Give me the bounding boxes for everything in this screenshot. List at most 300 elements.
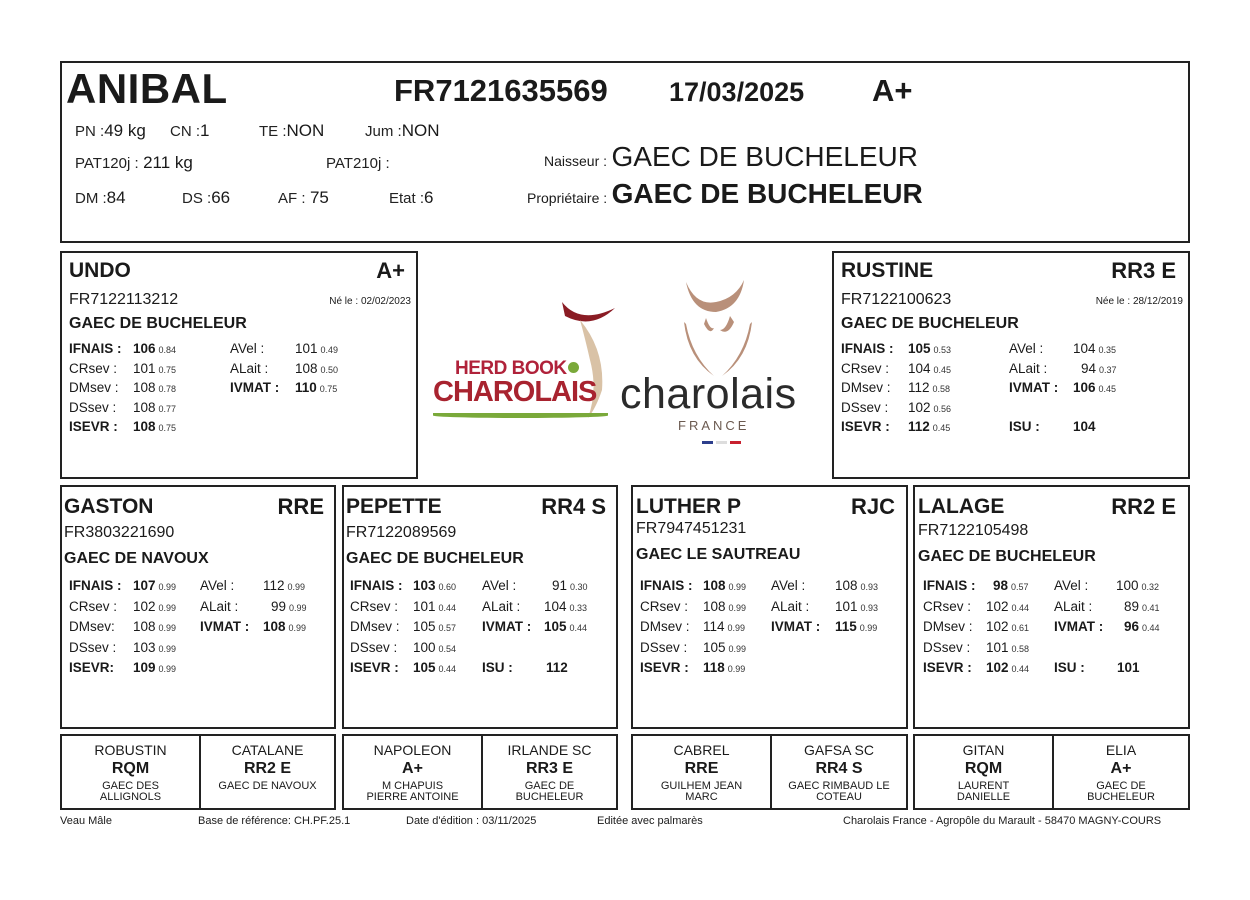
stat-value: 105	[413, 660, 436, 676]
stat-value: 101	[986, 639, 1009, 655]
ggp-name: CABREL	[673, 742, 730, 758]
sire-born-label: Né le :	[329, 296, 359, 307]
dam-card	[832, 251, 1190, 479]
stat-reliability: 0.61	[1011, 623, 1030, 634]
stat-row	[69, 597, 334, 618]
stat-reliability: 0.99	[289, 602, 307, 613]
stat-key: IVMAT :	[1009, 380, 1059, 396]
stat-value: 102	[986, 598, 1009, 614]
pn-field	[75, 121, 146, 141]
ggp-cell	[199, 736, 334, 808]
stat-reliability: 0.99	[727, 623, 746, 634]
ggp-grade: A+	[1110, 760, 1132, 777]
stat-value: 108	[263, 619, 286, 635]
herdbook-line1: HERD BOOK	[455, 358, 567, 379]
stat-reliability: 0.77	[158, 403, 177, 414]
charolais-france-sub: FRANCE	[678, 418, 750, 433]
stat-reliability: 0.99	[158, 643, 177, 654]
stat-value: 106	[133, 341, 156, 356]
stat-row	[640, 638, 905, 659]
stat-row	[923, 638, 1188, 659]
dm-field	[75, 188, 126, 208]
stat-reliability: 0.33	[569, 602, 588, 613]
stat-key: IFNAIS :	[69, 341, 122, 356]
stat-reliability: 0.93	[860, 602, 879, 613]
af-field	[278, 188, 329, 208]
stat-value: 105	[544, 619, 567, 635]
ggp-name: IRLANDE SC	[507, 742, 592, 758]
stat-key: ISEVR :	[69, 419, 118, 435]
stat-row	[841, 398, 1181, 418]
naisseur-value: GAEC DE BUCHELEUR	[611, 141, 918, 172]
stat-reliability: 0.57	[1011, 582, 1029, 592]
stat-reliability: 0.45	[933, 364, 952, 375]
footer-edition: Date d'édition : 03/11/2025	[406, 815, 537, 827]
grandparent-card-luther	[631, 485, 908, 729]
stat-reliability: 0.99	[728, 582, 747, 592]
stat-key: ISEVR :	[350, 660, 399, 676]
gp-name: GASTON	[64, 495, 154, 518]
stat-key: CRsev :	[923, 598, 972, 614]
herdbook-dot-icon	[568, 362, 579, 373]
stat-row	[350, 576, 615, 597]
herdbook-swoosh-icon	[433, 413, 608, 418]
stat-value: 104	[544, 598, 567, 614]
pat120-value: 211 kg	[143, 153, 193, 172]
gp-breeder: GAEC DE BUCHELEUR	[346, 550, 524, 567]
stat-value: 105	[703, 639, 726, 655]
stat-reliability: 0.54	[438, 643, 457, 654]
footer-address: Charolais France - Agropôle du Marault - 58470 MAGNY-COURS	[843, 815, 1162, 827]
footer-palmares: Editée avec palmarès	[597, 815, 703, 827]
jum-label: Jum :	[365, 123, 402, 140]
ggp-cell	[633, 736, 770, 808]
animal-name: ANIBAL	[66, 65, 228, 112]
charolais-wordmark: charolais	[620, 370, 797, 418]
stat-value: 102	[986, 619, 1009, 635]
stat-key: AVel :	[1054, 578, 1089, 593]
stat-key: ALait :	[230, 360, 269, 376]
stat-value: 101	[835, 598, 858, 614]
gp-name: LALAGE	[918, 495, 1005, 518]
stat-row	[350, 658, 615, 679]
stat-value: 100	[1116, 578, 1139, 593]
ggp-cell	[62, 736, 199, 808]
ggp-owner: GUILHEM JEAN MARC	[660, 780, 743, 803]
stat-value: 108	[133, 419, 156, 435]
stat-key: IVMAT :	[771, 619, 821, 635]
grandparent-card-gaston	[60, 485, 336, 729]
stat-key: AVel :	[1009, 341, 1044, 356]
stat-value: 108	[133, 380, 156, 396]
stat-key: IVMAT :	[200, 619, 250, 635]
te-value: NON	[286, 121, 325, 140]
stat-row	[640, 597, 905, 618]
stat-key: AVel :	[771, 578, 806, 593]
stat-value: 101	[133, 360, 156, 376]
stat-row	[69, 398, 409, 418]
stat-reliability: 0.57	[438, 623, 457, 634]
stat-row	[640, 658, 905, 679]
stat-value: 108	[295, 360, 318, 376]
stat-value: 108	[133, 619, 156, 635]
stat-value: 105	[908, 341, 931, 356]
stat-reliability: 0.35	[1098, 345, 1117, 355]
flag-white-icon	[716, 441, 727, 444]
animal-id: FR7121635569	[394, 73, 608, 108]
stat-row	[923, 617, 1188, 638]
stat-key: CRsev :	[640, 598, 689, 614]
stat-value: 91	[552, 578, 568, 593]
stat-value: 118	[703, 660, 725, 676]
stat-key: CRsev :	[69, 360, 118, 376]
sire-grade: A+	[376, 258, 405, 283]
stat-key: ALait :	[1054, 598, 1093, 614]
charolais-bull-head-icon	[618, 278, 828, 378]
ggp-grade: RR4 S	[815, 760, 863, 777]
ggp-owner: LAURENT DANIELLE	[956, 780, 1011, 803]
pat120-label: PAT120j :	[75, 155, 139, 172]
cn-value: 1	[200, 121, 210, 140]
stat-row	[69, 617, 334, 638]
stat-value: 109	[133, 660, 156, 676]
stat-reliability: 0.44	[438, 664, 457, 675]
stat-row	[69, 359, 409, 379]
pn-label: PN :	[75, 123, 105, 140]
stat-reliability: 0.99	[859, 623, 878, 634]
stat-key: IVMAT :	[482, 619, 532, 635]
stat-key: DMsev :	[69, 380, 119, 396]
te-label: TE :	[259, 123, 287, 140]
stat-reliability: 0.99	[287, 582, 306, 592]
stat-reliability: 0.44	[438, 602, 457, 613]
stat-row	[69, 638, 334, 659]
stat-reliability: 0.37	[1099, 364, 1117, 375]
stat-value: 104	[908, 360, 931, 376]
stat-key: CRsev :	[350, 598, 399, 614]
flag-blue-icon	[702, 441, 713, 444]
stat-key: ISEVR:	[69, 660, 115, 676]
stat-reliability: 0.78	[158, 384, 177, 395]
stat-value: 101	[413, 598, 436, 614]
stat-reliability: 0.44	[1011, 602, 1030, 613]
gp-name: PEPETTE	[346, 495, 442, 518]
ds-label: DS :	[182, 190, 212, 207]
stat-reliability: 0.30	[570, 582, 588, 592]
ggp-grade: A+	[402, 760, 423, 777]
gp-name: LUTHER P	[636, 495, 741, 518]
etat-field	[389, 188, 434, 208]
stat-row	[69, 658, 334, 679]
stat-row	[923, 597, 1188, 618]
ggp-group-4	[913, 734, 1190, 810]
stat-key: DSsev :	[69, 639, 117, 655]
stat-value: 115	[835, 619, 857, 635]
stat-value: 104	[1073, 419, 1096, 435]
af-label: AF :	[278, 190, 306, 207]
stat-value: 112	[908, 380, 930, 396]
stat-value: 112	[263, 578, 285, 593]
stat-key: DMsev:	[69, 619, 115, 635]
ggp-cell	[344, 736, 481, 808]
animal-header	[60, 61, 1190, 243]
dam-grade: RR3 E	[1111, 258, 1176, 283]
proprietaire-field	[527, 178, 923, 210]
stat-reliability: 0.93	[860, 582, 879, 592]
stat-reliability: 0.56	[933, 403, 952, 414]
ggp-grade: RQM	[964, 760, 1003, 777]
stat-row	[640, 576, 905, 597]
stat-key: AVel :	[482, 578, 517, 593]
naisseur-field	[544, 141, 918, 173]
ggp-name: ELIA	[1105, 742, 1137, 758]
stat-key: IFNAIS :	[69, 578, 122, 593]
stat-row	[841, 417, 1181, 437]
stat-row	[841, 378, 1181, 398]
footer-base: Base de référence: CH.PF.25.1	[198, 815, 351, 827]
grandparent-card-lalage	[913, 485, 1190, 729]
stat-key: ALait :	[771, 598, 810, 614]
sire-stats	[69, 339, 409, 437]
stat-value: 108	[133, 399, 156, 415]
ggp-grade: RQM	[111, 760, 150, 777]
gp-stats	[69, 576, 334, 679]
ggp-name: GITAN	[962, 742, 1005, 758]
herdbook-logo	[430, 290, 625, 430]
gp-stats	[350, 576, 615, 679]
stat-value: 108	[703, 598, 726, 614]
af-value: 75	[309, 188, 329, 207]
grandparent-card-pepette	[342, 485, 618, 729]
jum-value: NON	[401, 121, 440, 140]
gp-id: FR7122089569	[346, 524, 457, 541]
animal-date: 17/03/2025	[669, 77, 805, 107]
stat-reliability: 0.99	[727, 664, 746, 675]
ggp-name: GAFSA SC	[803, 742, 875, 758]
stat-reliability: 0.99	[288, 623, 307, 634]
ds-value: 66	[211, 188, 231, 207]
pn-value: 49 kg	[104, 121, 146, 140]
cn-label: CN :	[170, 123, 200, 140]
gp-stats	[923, 576, 1188, 679]
flag-red-icon	[730, 441, 741, 444]
pat210-label: PAT210j :	[326, 155, 390, 172]
gp-breeder: GAEC DE BUCHELEUR	[918, 548, 1096, 565]
etat-label: Etat :	[389, 190, 425, 207]
dam-born-value: 28/12/2019	[1132, 296, 1183, 307]
stat-row	[69, 576, 334, 597]
sire-born-value: 02/02/2023	[360, 296, 411, 307]
stat-value: 114	[703, 619, 725, 635]
dam-breeder: GAEC DE BUCHELEUR	[841, 315, 1019, 332]
gp-breeder: GAEC DE NAVOUX	[64, 550, 209, 567]
herdbook-line2: CHAROLAIS	[433, 376, 597, 408]
ds-field	[182, 188, 230, 208]
stat-value: 106	[1073, 380, 1096, 396]
ggp-cell	[770, 736, 906, 808]
cn-field	[170, 121, 209, 141]
ggp-cell	[1052, 736, 1188, 808]
stat-row	[69, 417, 409, 437]
stat-value: 108	[703, 578, 726, 593]
stat-key: CRsev :	[841, 360, 890, 376]
stat-key: ALait :	[482, 598, 521, 614]
stat-key: DSsev :	[69, 399, 117, 415]
sire-breeder: GAEC DE BUCHELEUR	[69, 315, 247, 332]
ggp-grade: RR2 E	[243, 760, 292, 777]
ggp-owner: GAEC DE NAVOUX	[218, 780, 317, 792]
stat-value: 101	[295, 341, 318, 356]
stat-reliability: 0.58	[932, 384, 951, 395]
ggp-owner: GAEC DE BUCHELEUR	[515, 780, 584, 803]
stat-key: IFNAIS :	[923, 578, 976, 593]
stat-reliability: 0.44	[1011, 664, 1030, 675]
stat-key: ISEVR :	[923, 660, 972, 676]
stat-row	[640, 617, 905, 638]
stat-reliability: 0.75	[158, 364, 177, 375]
stat-row	[350, 597, 615, 618]
stat-key: IFNAIS :	[640, 578, 693, 593]
stat-value: 96	[1124, 619, 1140, 635]
proprietaire-label: Propriétaire :	[527, 190, 608, 206]
dam-name: RUSTINE	[841, 259, 934, 282]
stat-key: AVel :	[200, 578, 235, 593]
stat-reliability: 0.99	[158, 623, 177, 634]
stat-value: 105	[413, 619, 436, 635]
stat-value: 94	[1081, 360, 1097, 376]
ggp-group-2	[342, 734, 618, 810]
stat-reliability: 0.41	[1142, 602, 1160, 613]
stat-key: DMsev :	[923, 619, 973, 635]
stat-reliability: 0.99	[728, 643, 747, 654]
stat-reliability: 0.58	[1011, 643, 1030, 654]
stat-row	[350, 617, 615, 638]
gp-grade: RR4 S	[541, 494, 606, 519]
stat-value: 103	[413, 578, 436, 593]
stat-value: 107	[133, 578, 156, 593]
sire-id: FR7122113212	[69, 291, 179, 308]
stat-reliability: 0.49	[320, 345, 339, 355]
sire-born	[329, 296, 411, 307]
stat-value: 89	[1124, 598, 1140, 614]
stat-reliability: 0.99	[158, 602, 177, 613]
ggp-owner: GAEC DES ALLIGNOLS	[99, 780, 162, 803]
dm-value: 84	[106, 188, 126, 207]
etat-value: 6	[424, 188, 434, 207]
stat-value: 98	[993, 578, 1009, 593]
stat-key: DSsev :	[350, 639, 398, 655]
stat-key: DMsev :	[640, 619, 690, 635]
stat-value: 112	[908, 419, 930, 435]
stat-value: 110	[295, 380, 317, 396]
stat-value: 102	[908, 399, 931, 415]
stat-key: IVMAT :	[230, 380, 280, 396]
stat-key: DSsev :	[640, 639, 688, 655]
ggp-grade: RRE	[684, 760, 719, 777]
stat-reliability: 0.75	[158, 423, 177, 434]
stat-key: CRsev :	[69, 598, 118, 614]
stat-key: DSsev :	[841, 399, 889, 415]
gp-breeder: GAEC LE SAUTREAU	[636, 546, 801, 563]
stat-reliability: 0.75	[319, 384, 338, 395]
ggp-owner: M CHAPUIS PIERRE ANTOINE	[366, 780, 459, 803]
footer-sex: Veau Mâle	[60, 815, 112, 827]
stat-reliability: 0.44	[1142, 623, 1160, 634]
stat-reliability: 0.50	[320, 364, 339, 375]
stat-value: 102	[986, 660, 1009, 676]
gp-stats	[640, 576, 905, 679]
stat-value: 100	[413, 639, 436, 655]
jum-field	[365, 121, 439, 141]
gp-id: FR7947451231	[636, 520, 747, 537]
sire-name: UNDO	[69, 259, 131, 282]
stat-row	[350, 638, 615, 659]
stat-row	[69, 378, 409, 398]
stat-row	[923, 576, 1188, 597]
stat-key: IVMAT :	[1054, 619, 1104, 635]
proprietaire-value: GAEC DE BUCHELEUR	[611, 178, 923, 209]
stat-row	[923, 658, 1188, 679]
naisseur-label: Naisseur :	[544, 153, 608, 169]
dam-id: FR7122100623	[841, 291, 952, 308]
stat-key: ISU :	[1054, 660, 1085, 676]
ggp-cell	[915, 736, 1052, 808]
gp-grade: RR2 E	[1111, 494, 1176, 519]
stat-reliability: 0.84	[158, 345, 177, 355]
ggp-owner: GAEC DE BUCHELEUR	[1087, 780, 1155, 803]
dm-label: DM :	[75, 190, 107, 207]
stat-row	[69, 339, 409, 359]
pat120-field	[75, 153, 193, 173]
stat-value: 108	[835, 578, 858, 593]
stat-reliability: 0.99	[158, 582, 177, 592]
stat-key: ISEVR :	[841, 419, 890, 435]
stat-key: DMsev :	[350, 619, 400, 635]
stat-key: DMsev :	[841, 380, 891, 396]
te-field	[259, 121, 324, 141]
stat-row	[841, 339, 1181, 359]
stat-key: IFNAIS :	[350, 578, 403, 593]
charolais-france-logo	[618, 278, 828, 450]
stat-reliability: 0.99	[728, 602, 747, 613]
gp-grade: RRE	[277, 494, 324, 519]
ggp-name: ROBUSTIN	[94, 742, 167, 758]
stat-key: ISEVR :	[640, 660, 689, 676]
dam-stats	[841, 339, 1181, 437]
stat-reliability: 0.45	[1098, 384, 1117, 395]
stat-value: 102	[133, 598, 156, 614]
stat-value: 99	[271, 598, 287, 614]
stat-value: 104	[1073, 341, 1096, 356]
stat-key: IFNAIS :	[841, 341, 894, 356]
stat-row	[841, 359, 1181, 379]
gp-grade: RJC	[850, 494, 895, 519]
stat-reliability: 0.60	[438, 582, 457, 592]
ggp-cell	[481, 736, 616, 808]
ggp-group-3	[631, 734, 908, 810]
stat-value: 103	[133, 639, 156, 655]
dam-born	[1096, 296, 1183, 307]
stat-key: ALait :	[200, 598, 239, 614]
ggp-name: CATALANE	[231, 742, 304, 758]
stat-key: ISU :	[1009, 419, 1040, 435]
ggp-name: NAPOLEON	[373, 742, 452, 758]
stat-key: DSsev :	[923, 639, 971, 655]
ggp-owner: GAEC RIMBAUD LE COTEAU	[788, 780, 890, 803]
stat-reliability: 0.44	[569, 623, 588, 634]
stat-reliability: 0.45	[932, 423, 951, 434]
dam-born-label: Née le :	[1095, 296, 1131, 307]
